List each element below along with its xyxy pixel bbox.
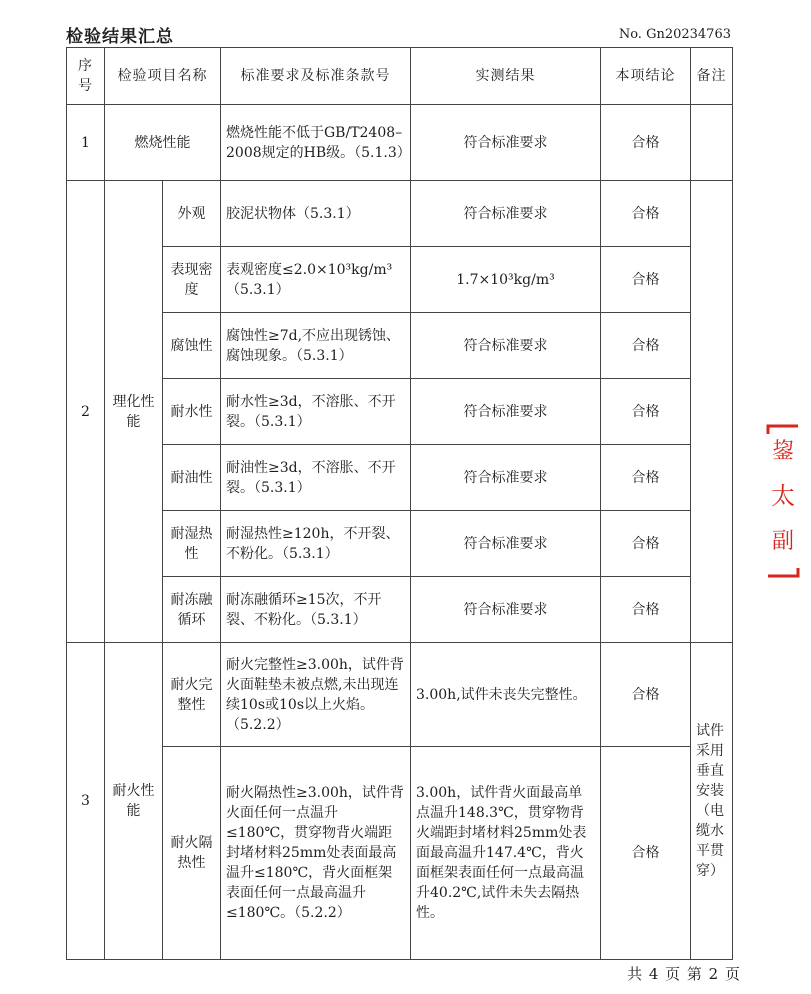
page-title: 检验结果汇总 [66, 27, 174, 47]
sub-item-name: 耐油性 [163, 445, 221, 511]
requirement-cell: 腐蚀性≥7d,不应出现锈蚀、腐蚀现象。（5.3.1） [221, 313, 411, 379]
requirement-cell: 燃烧性能不低于GB/T2408–2008规定的HB级。（5.1.3） [221, 105, 411, 181]
table-row [67, 379, 733, 445]
table-row [67, 247, 733, 313]
result-cell: 符合标准要求 [411, 511, 601, 577]
col-header-conclusion: 本项结论 [601, 48, 691, 105]
col-header-remark: 备注 [691, 48, 733, 105]
seal-glyph: 鋆 [771, 439, 795, 464]
result-cell: 符合标准要求 [411, 379, 601, 445]
sub-item-name: 外观 [163, 181, 221, 247]
seal-bracket-bottom [768, 568, 798, 576]
conclusion-cell: 合格 [601, 445, 691, 511]
remark-cell [691, 105, 733, 181]
remark-cell [691, 181, 733, 643]
sub-item-name: 腐蚀性 [163, 313, 221, 379]
table-row [67, 181, 733, 247]
table-row [67, 643, 733, 747]
sub-item-name: 表现密度 [163, 247, 221, 313]
row-number: 3 [67, 643, 105, 960]
result-cell: 符合标准要求 [411, 181, 601, 247]
requirement-cell: 耐湿热性≥120h，不开裂、不粉化。（5.3.1） [221, 511, 411, 577]
group-name: 理化性能 [105, 181, 163, 643]
conclusion-cell: 合格 [601, 313, 691, 379]
col-header-requirement: 标准要求及标准条款号 [221, 48, 411, 105]
header-row [67, 48, 733, 105]
requirement-cell: 耐冻融循环≥15次，不开裂、不粉化。（5.3.1） [221, 577, 411, 643]
requirement-cell: 耐水性≥3d，不溶胀、不开裂。（5.3.1） [221, 379, 411, 445]
requirement-cell: 耐火完整性≥3.00h，试件背火面鞋垫未被点燃,未出现连续10s或10s以上火焰。（5.2.2） [221, 643, 411, 747]
requirement-cell: 表观密度≤2.0×10³kg/m³（5.3.1） [221, 247, 411, 313]
document-number: No. Gn20234763 [618, 27, 731, 42]
result-cell: 3.00h,试件未丧失完整性。 [411, 643, 601, 747]
sub-item-name: 耐湿热性 [163, 511, 221, 577]
seal-glyph: 副 [771, 529, 795, 554]
row-number: 2 [67, 181, 105, 643]
conclusion-cell: 合格 [601, 643, 691, 747]
requirement-cell: 耐油性≥3d，不溶胀、不开裂。（5.3.1） [221, 445, 411, 511]
sub-item-name: 耐火隔热性 [163, 747, 221, 960]
result-cell: 符合标准要求 [411, 577, 601, 643]
sub-item-name: 耐火完整性 [163, 643, 221, 747]
table-row [67, 747, 733, 960]
seal-bracket-top [768, 426, 798, 434]
row-number: 1 [67, 105, 105, 181]
remark-cell: 试件采用垂直安装（电缆水平贯穿） [691, 643, 733, 960]
seal-glyph: 太 [771, 482, 795, 510]
col-header-result: 实测结果 [411, 48, 601, 105]
item-name: 燃烧性能 [105, 105, 221, 181]
result-cell: 1.7×10³kg/m³ [411, 247, 601, 313]
result-cell: 符合标准要求 [411, 445, 601, 511]
result-cell: 符合标准要求 [411, 313, 601, 379]
conclusion-cell: 合格 [601, 577, 691, 643]
col-header-item: 检验项目名称 [105, 48, 221, 105]
conclusion-cell: 合格 [601, 747, 691, 960]
page-number: 共 4 页 第 2 页 [627, 965, 741, 983]
table-row [67, 445, 733, 511]
conclusion-cell: 合格 [601, 105, 691, 181]
results-table [66, 47, 733, 960]
requirement-cell: 胶泥状物体（5.3.1） [221, 181, 411, 247]
conclusion-cell: 合格 [601, 379, 691, 445]
conclusion-cell: 合格 [601, 511, 691, 577]
result-cell: 符合标准要求 [411, 105, 601, 181]
requirement-cell: 耐火隔热性≥3.00h，试件背火面任何一点温升≤180℃，贯穿物背火端距封堵材料25mm处表面最高温升≤180℃，背火面框架表面任何一点最高温升≤180℃。（5.2.2） [221, 747, 411, 960]
result-cell: 3.00h，试件背火面最高单点温升148.3℃，贯穿物背火端距封堵材料25mm处表面最高温升147.4℃，背火面框架表面任何一点最高温升40.2℃,试件未失去隔热性。 [411, 747, 601, 960]
col-header-no: 序号 [67, 48, 105, 105]
conclusion-cell: 合格 [601, 181, 691, 247]
conclusion-cell: 合格 [601, 247, 691, 313]
table-row [67, 313, 733, 379]
table-row [67, 511, 733, 577]
table-row [67, 577, 733, 643]
red-seal-stamp [762, 400, 804, 590]
table-row [67, 105, 733, 181]
group-name: 耐火性能 [105, 643, 163, 960]
sub-item-name: 耐冻融循环 [163, 577, 221, 643]
sub-item-name: 耐水性 [163, 379, 221, 445]
